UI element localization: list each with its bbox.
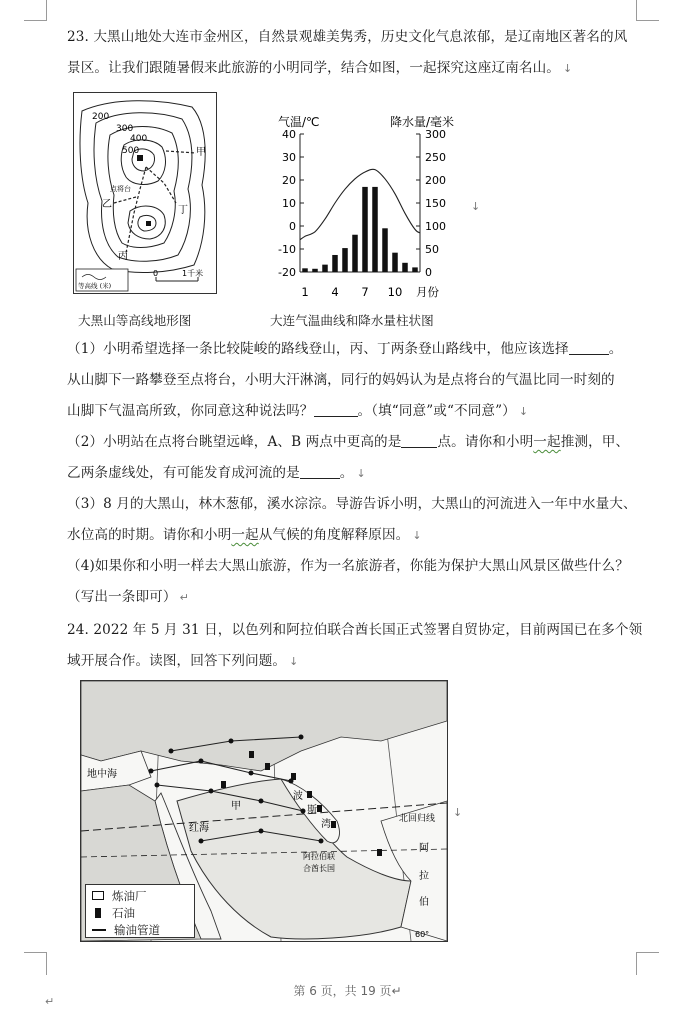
crop-mark-top-right [636, 0, 659, 21]
q23-sub1-line2: 从山脚下一路攀登至点将台，小明大汗淋漓，同行的妈妈认为是点将台的气温比同一时刻的 [67, 372, 615, 388]
paragraph-mark: ↓ [562, 62, 573, 75]
q23-sub1-line3-end: 。（填“同意”或“不同意”） [357, 403, 516, 419]
answer-blank-4[interactable] [300, 464, 340, 479]
middle-east-map [80, 680, 448, 942]
precip-bar [402, 263, 408, 272]
q23-sub3-wavy: 一起 [231, 527, 259, 543]
paragraph-mark-map: ↓ [453, 806, 463, 819]
q23-sub3-line1: （3）8 月的大黑山，林木葱郁，溪水淙淙。导游告诉小明，大黑山的河流进入一年中水量大、 [67, 496, 637, 512]
right-tick-label: 200 [425, 174, 446, 187]
x-tick-label: 7 [361, 285, 369, 299]
temperature-curve [300, 169, 420, 240]
q24-line2: 域开展合作。读图，回答下列问题。 [67, 653, 287, 669]
q23-sub3-line2-end: 从气候的角度解释原因。 [258, 527, 410, 543]
label-lon60: 60° [415, 930, 430, 939]
right-tick-label: 250 [425, 151, 446, 164]
label-mediterranean: 地中海 [87, 769, 117, 780]
crop-mark-bottom-left [24, 952, 47, 975]
dashed-line-yi [114, 197, 136, 203]
return-mark-end: ↵ [45, 995, 55, 1008]
precip-bar [322, 265, 328, 272]
q23-sub3-line2: 水位高的时期。请你和小明 [67, 527, 232, 543]
left-tick-label: 10 [282, 197, 296, 210]
return-mark: ↵ [391, 984, 402, 998]
label-arabian-2: 拉 [419, 871, 429, 882]
chart-bars [302, 187, 418, 272]
paragraph-mark-chart: ↓ [471, 200, 481, 213]
legend-pipeline [92, 921, 188, 938]
crop-mark-bottom-right [636, 952, 659, 975]
label-bing: 丙 [118, 251, 128, 262]
x-tick-label: 1 [301, 285, 309, 299]
legend-oil [92, 904, 188, 921]
label-jia-map: 甲 [231, 801, 241, 812]
paragraph-mark: ↓ [356, 467, 366, 480]
x-axis-label: 月份 [416, 285, 439, 299]
chart-frame [300, 134, 420, 272]
y-axis-label-right: 降水量/毫米 [390, 115, 455, 129]
left-tick-label: 40 [282, 128, 296, 141]
legend-pipeline-label: 输油管道 [114, 922, 160, 937]
label-gulf-1: 波 [293, 791, 303, 802]
q23-sub1-line3: 山脚下气温高所致，你同意这种说法吗？ [67, 403, 314, 419]
legend-oil-label: 石油 [112, 905, 135, 920]
legend-refinery [92, 887, 188, 904]
right-tick-label: 300 [425, 128, 446, 141]
q24-intro [67, 615, 645, 677]
left-tick-label: 30 [282, 151, 296, 164]
refinery-icon [92, 891, 104, 900]
q23-intro-line2: 景区。让我们跟随暑假来此旅游的小明同学，结合如图，一起探究这座辽南名山。 [67, 60, 560, 76]
page-number: 第 6 页，共 19 页 [293, 984, 392, 998]
y-axis-label-left: 气温/℃ [278, 115, 320, 129]
label-500: 500 [122, 146, 140, 156]
contour-map-drawing [74, 93, 216, 293]
q23-sub2-wavy: 一起 [533, 434, 561, 450]
label-uae-2: 合酋长国 [303, 864, 335, 873]
map-legend [85, 884, 195, 938]
answer-blank-2[interactable] [314, 402, 358, 417]
label-yi: 乙 [102, 199, 112, 210]
climate-chart [272, 110, 482, 315]
precip-bar [342, 248, 348, 272]
precip-bar [392, 253, 398, 272]
right-tick-label: 50 [425, 243, 439, 256]
precip-bar [302, 268, 308, 272]
page-footer [0, 982, 695, 999]
right-tick-label: 150 [425, 197, 446, 210]
precip-bar [352, 235, 358, 272]
precip-bar [382, 228, 388, 272]
oil-icon [95, 908, 101, 918]
q23-sub1-line1: （1）小明希望选择一条比较陡峻的路线登山，丙、丁两条登山路线中，他应该选择 [67, 341, 569, 357]
left-tick-label: -20 [278, 266, 296, 279]
label-arabian-3: 伯 [419, 897, 429, 908]
precip-bar [362, 187, 368, 272]
precip-bar [332, 255, 338, 272]
contour-legend-text: 等高线 (米) [78, 282, 112, 290]
q23-intro-line1: 23. 大黑山地处大连市金州区，自然景观雄美隽秀，历史文化气息浓郁，是辽南地区著名的风 [67, 29, 628, 45]
label-red-sea: 红海 [189, 823, 209, 834]
q24-line1: 24. 2022 年 5 月 31 日，以色列和阿拉伯联合酋长国正式签署自贸协定，目前两国已在多个领 [67, 622, 643, 638]
label-tropic: 北回归线 [399, 814, 436, 824]
right-tick-label: 0 [425, 266, 432, 279]
precip-bar [412, 267, 418, 272]
precip-bar [372, 187, 378, 272]
label-gulf-2: 斯 [307, 805, 317, 816]
q23-subquestions [67, 334, 645, 613]
q23-sub4-line2: （写出一条即可） [67, 589, 177, 605]
answer-blank-1[interactable] [569, 340, 609, 355]
left-tick-label: -10 [278, 243, 296, 256]
paragraph-mark: ↓ [412, 529, 422, 542]
q23-intro [67, 22, 645, 84]
scale-zero: 0 [153, 269, 159, 278]
label-300: 300 [116, 124, 134, 134]
answer-blank-3[interactable] [401, 433, 437, 448]
q23-sub2-line2-end: 。 [339, 465, 354, 481]
scale-km: 1千米 [182, 269, 204, 278]
label-200: 200 [92, 112, 110, 122]
contour-map [73, 92, 217, 294]
paragraph-mark: ↓ [289, 655, 299, 668]
legend-refinery-label: 炼油厂 [112, 888, 147, 903]
q23-sub2-line1-end: 推测，甲、 [560, 434, 630, 450]
climate-chart-caption: 大连气温曲线和降水量柱状图 [270, 313, 434, 328]
left-tick-label: 0 [289, 220, 296, 233]
label-jia: 甲 [196, 147, 206, 158]
label-ding: 丁 [178, 205, 188, 216]
q23-sub2-line2: 乙两条虚线处，有可能发育成河流的是 [67, 465, 300, 481]
return-mark: ↵ [179, 591, 189, 604]
q23-sub1-line1-end: 。 [608, 341, 623, 357]
peak-b-marker [146, 221, 151, 226]
paragraph-mark: ↓ [518, 405, 529, 418]
q23-sub4-line1: （4)如果你和小明一样去大黑山旅游，作为一名旅游者，你能为保护大黑山风景区做些什么？ [67, 558, 629, 574]
x-tick-label: 4 [331, 285, 339, 299]
label-uae-1: 阿拉伯联 [303, 852, 335, 861]
label-arabian-1: 阿 [419, 843, 429, 854]
q23-sub2-line1: （2）小明站在点将台眺望远峰，A、B 两点中更高的是 [67, 434, 402, 450]
crop-mark-top-left [24, 0, 47, 21]
label-gulf-3: 湾 [321, 819, 331, 830]
label-dianjiangtai: 点将台 [110, 185, 131, 193]
q23-sub2-line1-mid: 点。请你和小明 [437, 434, 534, 450]
contour-map-caption: 大黑山等高线地形图 [78, 313, 192, 328]
x-tick-label: 10 [387, 285, 403, 299]
left-tick-label: 20 [282, 174, 296, 187]
precip-bar [312, 269, 318, 272]
route-ding [146, 167, 176, 203]
label-400: 400 [130, 134, 148, 144]
right-tick-label: 100 [425, 220, 446, 233]
pipeline-icon [92, 929, 106, 931]
